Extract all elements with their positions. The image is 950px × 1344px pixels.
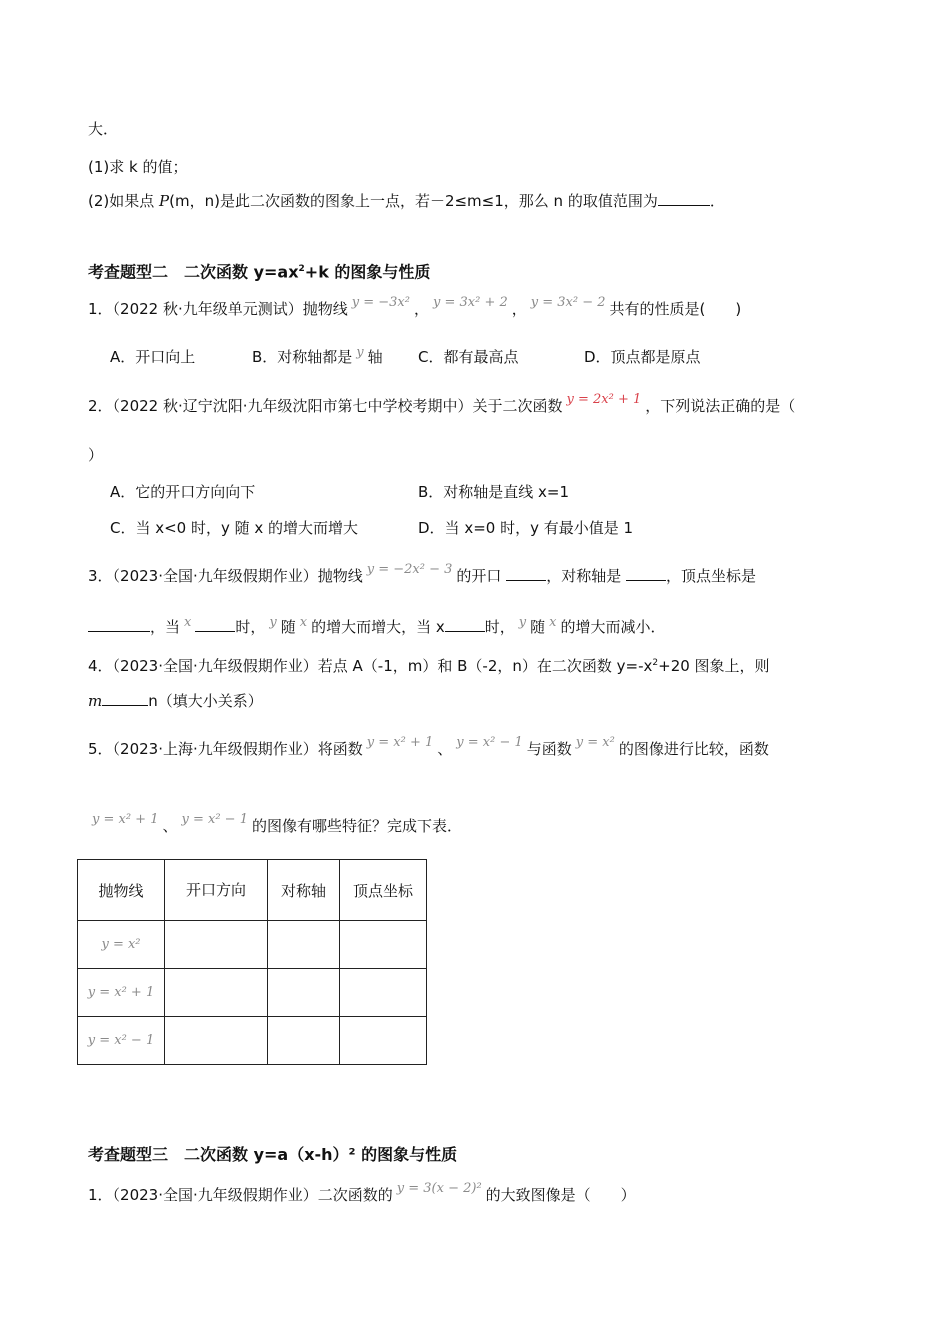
s2-question-3-line-2 xyxy=(88,616,666,640)
table-cell-empty[interactable] xyxy=(340,921,427,969)
answer-blank[interactable] xyxy=(195,617,235,632)
s2q4-sup: 2 xyxy=(652,658,659,668)
s3q1-text-post: 的大致图像是（ ） xyxy=(485,1186,636,1204)
answer-blank[interactable] xyxy=(88,617,150,632)
s2q5-text-mid: 与函数 xyxy=(526,740,572,758)
table-row xyxy=(78,1017,427,1065)
table-cell-empty[interactable] xyxy=(340,969,427,1017)
s2-question-4 xyxy=(88,652,770,677)
s2-question-5 xyxy=(88,735,769,762)
q2-text-pre: (2)如果点 xyxy=(88,192,160,210)
s2q5-text-post: 的图像进行比较，函数 xyxy=(618,740,769,758)
formula-1: y = x² + 1 xyxy=(92,812,159,827)
var-x: x xyxy=(299,615,308,630)
s2-question-2 xyxy=(88,392,796,419)
s3q1-text-pre: 1．（2023·全国·九年级假期作业）二次函数的 xyxy=(88,1186,393,1204)
text-continuation: 大． xyxy=(88,120,119,138)
question-part-1: (1)求 k 的值； xyxy=(88,158,188,176)
section-2-title-sup: 2 xyxy=(298,264,305,274)
s2q4-text-post: n（填大小关系） xyxy=(148,692,263,710)
s2q3-text: 时， xyxy=(484,618,515,636)
formula-3: y = 3x² − 2 xyxy=(530,295,606,310)
option-c[interactable]: C．当 x<0 时，y 随 x 的增大而增大 xyxy=(110,519,359,537)
s2q1-text-pre: 1．（2022 秋·九年级单元测试）抛物线 xyxy=(88,300,348,318)
s2q3-text: 随 xyxy=(530,618,546,636)
table-cell-parabola: y = x² − 1 xyxy=(78,1017,165,1065)
table-cell-empty[interactable] xyxy=(268,969,340,1017)
table-cell-empty[interactable] xyxy=(165,921,268,969)
option-a[interactable]: A．它的开口方向向下 xyxy=(110,483,256,501)
option-b-text: B．对称轴都是 xyxy=(252,348,353,366)
table-header: 抛物线 xyxy=(78,860,165,921)
option-b-text-post: 轴 xyxy=(367,348,383,366)
section-2-title-pre: 考查题型二 二次函数 y=ax xyxy=(88,262,299,282)
table-header-row xyxy=(78,860,427,921)
section-2-title xyxy=(88,258,430,283)
comparison-table xyxy=(77,859,427,1065)
formula: y = −2x² − 3 xyxy=(366,562,453,577)
option-b[interactable] xyxy=(252,346,383,370)
s2-question-5-line-2 xyxy=(88,812,462,839)
q2-text-end: ． xyxy=(709,192,725,210)
table-cell-empty[interactable] xyxy=(340,1017,427,1065)
s2q3-text-a: 的开口 xyxy=(456,567,502,585)
s2q4-text-2: +20 图象上，则 xyxy=(658,657,770,675)
s2q1-text-post: 共有的性质是( ) xyxy=(609,300,742,318)
s2q3-text-pre: 3．（2023·全国·九年级假期作业）抛物线 xyxy=(88,567,363,585)
answer-blank[interactable] xyxy=(626,566,666,581)
table-cell-empty[interactable] xyxy=(165,969,268,1017)
option-c[interactable]: C．都有最高点 xyxy=(418,348,519,366)
s2q2-text-pre: 2．（2022 秋·辽宁沈阳·九年级沈阳市第七中学校考期中）关于二次函数 xyxy=(88,397,563,415)
var-x: x xyxy=(549,615,557,630)
var-y: y xyxy=(356,345,364,360)
separator: 、 xyxy=(437,740,453,758)
formula-1: y = x² + 1 xyxy=(366,735,434,750)
var-m: m xyxy=(88,692,103,710)
s2q3-text-c: ，顶点坐标是 xyxy=(666,567,757,585)
section-3-title: 考查题型三 二次函数 y=a（x-h）² 的图象与性质 xyxy=(88,1145,458,1164)
s3-question-1 xyxy=(88,1181,636,1208)
answer-blank[interactable] xyxy=(658,191,710,206)
answer-blank[interactable] xyxy=(506,566,546,581)
formula-3: y = x² xyxy=(575,735,615,750)
question-part-2 xyxy=(88,190,725,212)
s2q3-text-b: ，对称轴是 xyxy=(546,567,622,585)
var-x: x xyxy=(184,615,192,630)
s2-question-1 xyxy=(88,295,742,322)
separator: ， xyxy=(511,300,527,318)
table-cell-empty[interactable] xyxy=(165,1017,268,1065)
s2q3-text: 时， xyxy=(235,618,266,636)
section-2-title-post: +k 的图象与性质 xyxy=(304,262,431,282)
formula-2: y = x² − 1 xyxy=(456,735,523,750)
s2q3-text: 的增大而减小． xyxy=(560,618,666,636)
separator: ， xyxy=(413,300,429,318)
option-a[interactable]: A．开口向上 xyxy=(110,348,196,366)
var-y: y xyxy=(518,615,527,630)
table-cell-parabola: y = x² + 1 xyxy=(78,969,165,1017)
table-cell-empty[interactable] xyxy=(268,921,340,969)
s2q5-text-pre: 5．（2023·上海·九年级假期作业）将函数 xyxy=(88,740,363,758)
s2q3-text: 的增大而增大，当 x xyxy=(311,618,445,636)
s2q4-text: 4．（2023·全国·九年级假期作业）若点 A（-1，m）和 B（-2，n）在二次函数 y=-x xyxy=(88,657,653,675)
formula-2: y = 3x² + 2 xyxy=(433,295,508,310)
s2q3-text: 随 xyxy=(280,618,296,636)
var-y: y xyxy=(269,615,277,630)
table-header: 对称轴 xyxy=(268,860,340,921)
s2q3-text: ，当 xyxy=(150,618,181,636)
point-p: P xyxy=(159,192,170,210)
table-row xyxy=(78,969,427,1017)
s2-question-4-line-2 xyxy=(88,690,263,712)
q2-text-mid: (m，n)是此二次函数的图象上一点，若－2≤m≤1，那么 n 的取值范围为 xyxy=(169,192,658,210)
formula-1: y = −3x² xyxy=(351,295,410,310)
table-row xyxy=(78,921,427,969)
option-b[interactable]: B．对称轴是直线 x=1 xyxy=(418,483,570,501)
formula-2: y = x² − 1 xyxy=(181,812,248,827)
table-cell-empty[interactable] xyxy=(268,1017,340,1065)
s2q2-close-paren: ） xyxy=(88,446,104,464)
table-header: 顶点坐标 xyxy=(340,860,427,921)
s2q2-text-post: ，下列说法正确的是（ xyxy=(645,397,796,415)
separator: 、 xyxy=(162,817,178,835)
formula: y = 2x² + 1 xyxy=(566,392,642,407)
table-cell-parabola: y = x² xyxy=(78,921,165,969)
s2q5-text-post: 的图像有哪些特征？完成下表． xyxy=(251,817,462,835)
option-d[interactable]: D．顶点都是原点 xyxy=(584,348,701,366)
option-d[interactable]: D．当 x=0 时，y 有最小值是 1 xyxy=(418,519,634,537)
answer-blank[interactable] xyxy=(445,617,485,632)
s2-question-3 xyxy=(88,562,757,589)
formula: y = 3(x − 2)² xyxy=(396,1181,482,1196)
answer-blank[interactable] xyxy=(102,691,148,706)
table-header: 开口方向 xyxy=(165,860,268,921)
